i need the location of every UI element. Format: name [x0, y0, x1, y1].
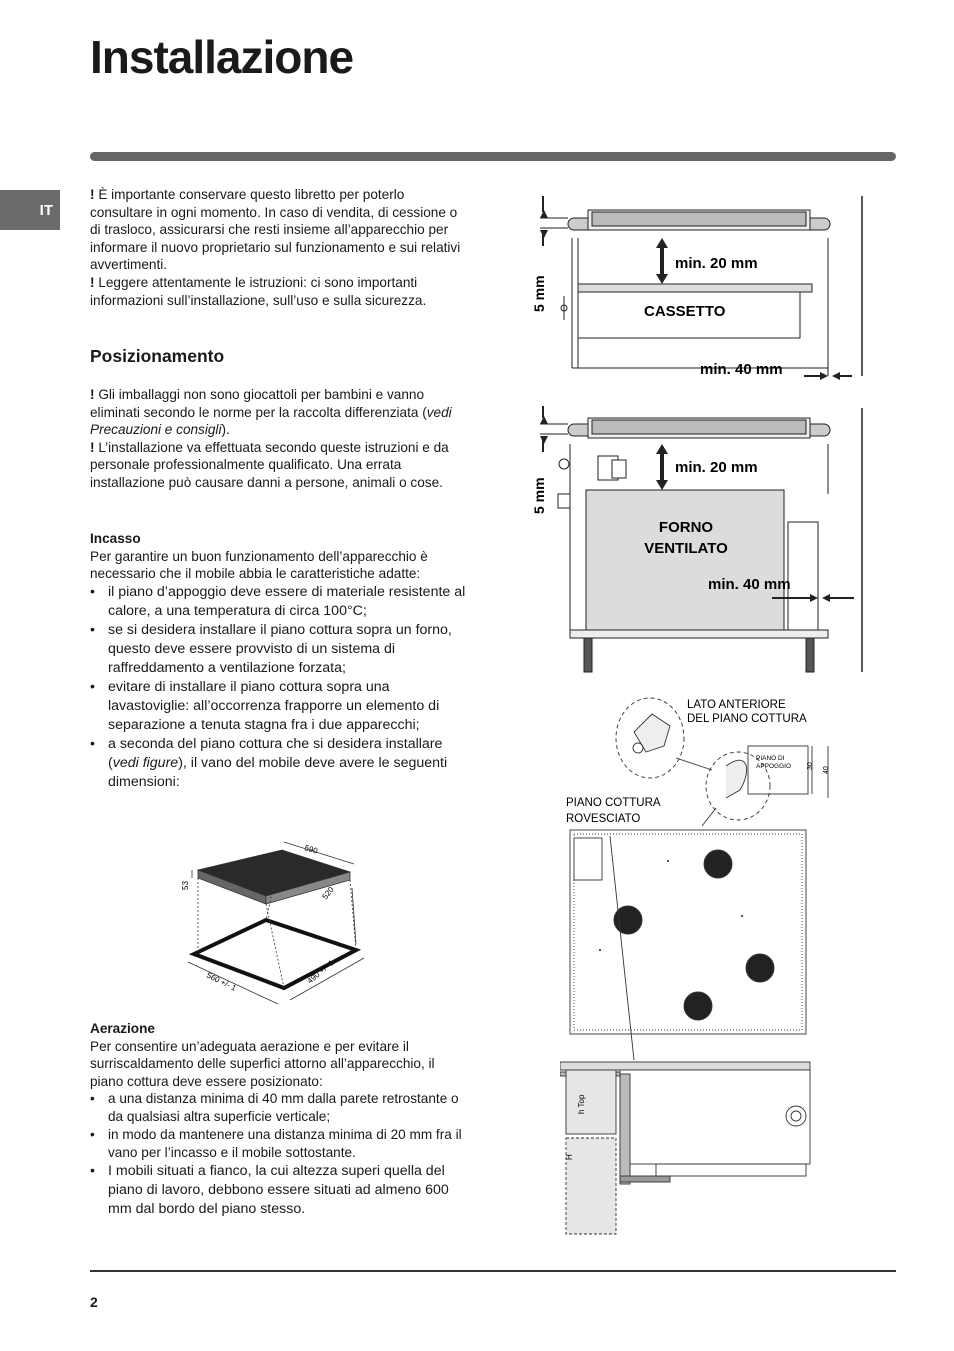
oven-label-line-2: VENTILATO	[644, 540, 728, 557]
intro-paragraph-2	[90, 274, 466, 309]
list-item	[90, 735, 466, 792]
oven-label-line-1: FORNO	[658, 519, 714, 536]
warning-mark: !	[90, 187, 95, 202]
dim-40: 40	[823, 766, 830, 774]
bracket-mounting-figure	[560, 690, 840, 1240]
oven-min-40: min. 40 mm	[708, 576, 791, 593]
drawer-min-20: min. 20 mm	[675, 255, 758, 272]
intro-paragraph-1	[90, 186, 466, 274]
warning-mark: !	[90, 439, 95, 455]
dim-520: 520	[320, 885, 336, 902]
intro-text-2: Leggere attentamente le istruzioni: ci sono importanti informazioni sull’installazione, sull’uso e sulla sicurezza.	[90, 274, 427, 308]
upside-down-hob-label-line-2: ROVESCIATO	[566, 813, 641, 825]
dim-590: 590	[303, 843, 319, 856]
cutout-dimension-figure	[180, 832, 380, 1010]
dim-560: 560 +/- 1	[205, 970, 238, 993]
incasso-intro: Per garantire un buon funzionamento dell’apparecchio è necessario che il mobile abbia le caratteristiche adatte:	[90, 548, 428, 582]
list-item-text-b: ), il vano del mobile deve avere le seguenti dimensioni:	[108, 754, 448, 790]
precautions-reference: vedi Precauzioni e consigli	[90, 404, 452, 438]
incasso-list	[90, 583, 466, 792]
h-top-label: h Top	[577, 1094, 586, 1114]
list-item: • se si desidera installare il piano cottura sopra un forno, questo deve essere provvisto di un sistema di raffreddamento a ventilazione forzata;	[90, 621, 466, 678]
posizionamento-section	[90, 386, 466, 492]
page-number: 2	[90, 1294, 98, 1310]
intro-section	[90, 186, 466, 309]
list-item: • a una distanza minima di 40 mm dalla parete retrostante o da qualsiasi altra superficie verticale;	[90, 1090, 466, 1126]
warning-mark: !	[90, 274, 95, 290]
support-plane-label-line-1: PIANO DI	[756, 755, 785, 762]
list-item: • evitare di installare il piano cottura sopra una lavastoviglie: all’occorrenza frapporre un elemento di separazione a tenuta stagna fra i due apparecchi;	[90, 678, 466, 735]
dim-490: 490 +/- 1	[305, 958, 336, 986]
footer-divider	[90, 1270, 896, 1272]
section-heading-posizionamento: Posizionamento	[90, 346, 225, 366]
list-item: • in modo da mantenere una distanza minima di 20 mm fra il vano per l’incasso e il mobile sottostante.	[90, 1126, 466, 1162]
oven-5mm: 5 mm	[531, 477, 547, 514]
upside-down-hob-label-line-1: PIANO COTTURA	[566, 797, 661, 809]
incasso-section	[90, 530, 466, 792]
dim-30: 30	[807, 762, 814, 770]
language-tab: IT	[0, 190, 60, 230]
drawer-clearance-figure	[520, 188, 874, 388]
posizionamento-paragraph-2	[90, 439, 466, 492]
aerazione-list	[90, 1090, 466, 1218]
drawer-label: CASSETTO	[644, 303, 726, 320]
oven-clearance-figure	[520, 404, 874, 674]
h-label: H	[565, 1154, 574, 1160]
dim-53: 53	[181, 881, 190, 890]
intro-text-1: È importante conservare questo libretto per poterlo consultare in ogni momento. In caso di vendita, di cessione o di trasloco, assicurarsi che resti insieme all’apparecchio per informare il nuovo proprietario sul funzionamento e sui relativi avvertimenti.	[90, 187, 461, 273]
drawer-min-40: min. 40 mm	[700, 361, 783, 378]
oven-min-20: min. 20 mm	[675, 459, 758, 476]
list-item-text-a: a seconda del piano cottura che si desidera installare (	[108, 735, 443, 771]
list-item: • I mobili situati a fianco, la cui altezza superi quella del piano di lavoro, debbono essere situati ad almeno 600 mm dal bordo del piano stesso.	[90, 1162, 466, 1219]
subheading-incasso: Incasso	[90, 531, 141, 546]
front-side-label-line-1: LATO ANTERIORE	[687, 699, 786, 711]
figures-reference: vedi figure	[112, 754, 179, 771]
title-divider	[90, 152, 896, 161]
support-plane-label-line-2: APPOGGIO	[756, 763, 792, 770]
aerazione-section	[90, 1020, 466, 1219]
front-side-label-line-2: DEL PIANO COTTURA	[687, 713, 807, 725]
posizionamento-paragraph-1	[90, 386, 466, 439]
posizionamento-text-2: L’installazione va effettuata secondo queste istruzioni e da personale professionalmente qualificato. Una errata installazione può causare danni a persone, animali o cose.	[90, 439, 449, 490]
warning-mark: !	[90, 387, 95, 402]
page-title: Installazione	[90, 31, 354, 83]
posizionamento-text-1b: ).	[221, 422, 230, 438]
subheading-aerazione: Aerazione	[90, 1021, 155, 1036]
posizionamento-text-1a: Gli imballaggi non sono giocattoli per bambini e vanno eliminati secondo le norme per la raccolta differenziata (	[90, 387, 427, 420]
drawer-5mm: 5 mm	[531, 275, 547, 312]
list-item: • il piano d’appoggio deve essere di materiale resistente al calore, a una temperatura di circa 100°C;	[90, 583, 466, 621]
aerazione-intro: Per consentire un’adeguata aerazione e per evitare il surriscaldamento delle superfici attorno all’apparecchio, il piano cottura deve essere posizionato:	[90, 1038, 435, 1089]
